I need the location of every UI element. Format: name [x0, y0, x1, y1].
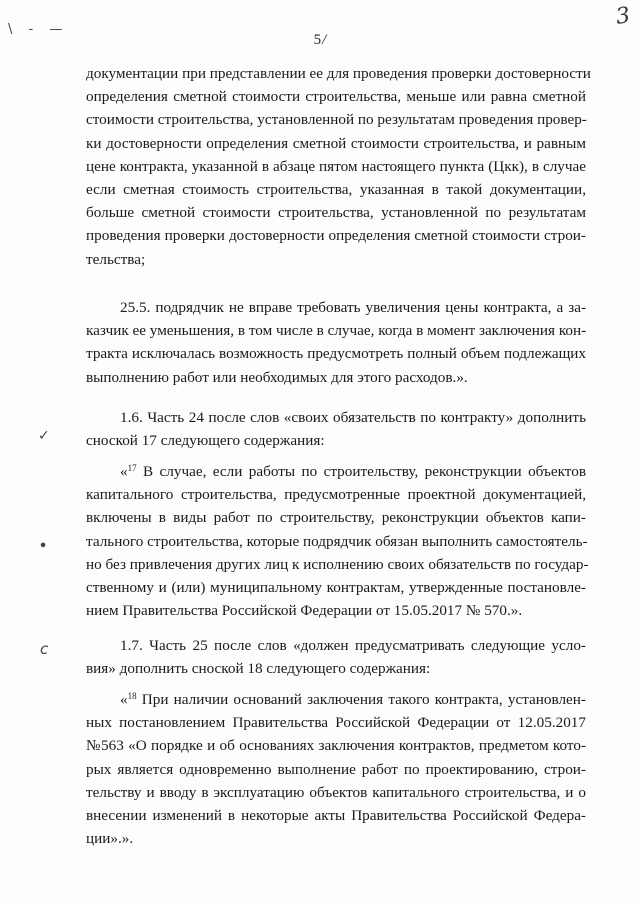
text-line: ных постановлением Правительства Российской Федерации от 12.05.2017 [86, 714, 586, 732]
footnote-17-text [86, 460, 589, 622]
text-line: 25.5. подрядчик не вправе требовать увеличения цены контракта, а за- [120, 299, 586, 316]
text-line: тракта исключалась возможность предусмотреть полный объем подлежащих [86, 345, 586, 363]
footnote-marker-17: 17 [127, 463, 137, 473]
text-line: ки достоверности определения сметной стоимости строительства, и равным [86, 134, 586, 152]
footnote-17-first-line: В случае, если работы по строительству, реконструкции объектов [136, 463, 586, 480]
text-line: нием Правительства Российской Федерации от 15.05.2017 № 570.». [86, 602, 523, 620]
margin-checkmark-3: c [40, 640, 49, 658]
page-number [0, 32, 640, 49]
text-line: ции».». [86, 830, 134, 848]
text-line: рых является одновременно выполнение работ по проектированию, строи- [86, 760, 586, 778]
text-line: цене контракта, указанной в абзаце пятом настоящего пункта (Цкк), в случае [86, 157, 586, 175]
margin-checkmark-1: ✓ [38, 428, 50, 444]
text-line: тельства; [86, 250, 146, 268]
text-line: сноской 17 следующего содержания: [86, 432, 325, 450]
page-number-value: 5 [313, 32, 322, 48]
text-line: больше сметной стоимости строительства, установленной по результатам [86, 204, 586, 222]
margin-scribble-top: \ - — [8, 22, 69, 37]
text-line: включены в виды работ по строительству, реконструкции объектов капи- [86, 509, 586, 527]
text-line: стоимости строительства, установленной по результатам проведения провер- [86, 111, 587, 129]
quote-open: « [120, 691, 128, 708]
paragraph-1-7 [86, 634, 586, 680]
text-line: тального строительства, которые подрядчик обязан выполнить самостоятель- [86, 532, 588, 550]
paragraph-continuation [86, 62, 591, 271]
text-line [86, 460, 586, 483]
footnote-marker-18: 18 [127, 691, 137, 701]
footnote-18-text [86, 688, 586, 850]
text-line: внесении изменений в некоторые акты Правительства Российской Федера- [86, 806, 586, 824]
text-line: выполнению работ или необходимых для этого расходов.». [86, 368, 468, 386]
text-line: казчик ее уменьшения, в том числе в случае, когда в момент заключения кон- [86, 322, 587, 340]
page-number-scribble: / [322, 32, 327, 48]
handwritten-page-mark: 3 [614, 3, 632, 30]
text-line: если сметная стоимость строительства, указанная в такой документации, [86, 180, 586, 198]
text-line: ственному и (или) муниципальному контрактам, утвержденные постановле- [86, 578, 586, 596]
text-line: документации при представлении ее для проведения проверки достоверности [86, 65, 591, 82]
text-line: вия» дополнить сноской 18 следующего содержания: [86, 660, 431, 678]
text-line: капитального строительства, предусмотренные проектной документацией, [86, 486, 586, 504]
paragraph-1-6 [86, 406, 586, 452]
text-line: 1.7. Часть 25 после слов «должен предусматривать следующие усло- [120, 637, 586, 654]
footnote-18-first-line: При наличии оснований заключения такого контракта, установлен- [136, 691, 586, 708]
quote-open: « [120, 463, 128, 480]
text-line: тельству и вводу в эксплуатацию объектов капитального строительства, и о [86, 783, 586, 801]
paragraph-25-5 [86, 296, 586, 389]
text-line: проведения проверки достоверности определения сметной стоимости строи- [86, 227, 586, 245]
text-line [86, 688, 586, 711]
margin-checkmark-2: ∙ [38, 535, 49, 554]
text-line: 1.6. Часть 24 после слов «своих обязательств по контракту» дополнить [120, 409, 586, 426]
text-line: но без привлечения других лиц к исполнению своих обязательств по государ- [86, 555, 589, 573]
text-line: определения сметной стоимости строительства, меньше или равна сметной [86, 88, 586, 106]
text-line: №563 «О порядке и об основаниях заключения контрактов, предметом кото- [86, 737, 586, 755]
